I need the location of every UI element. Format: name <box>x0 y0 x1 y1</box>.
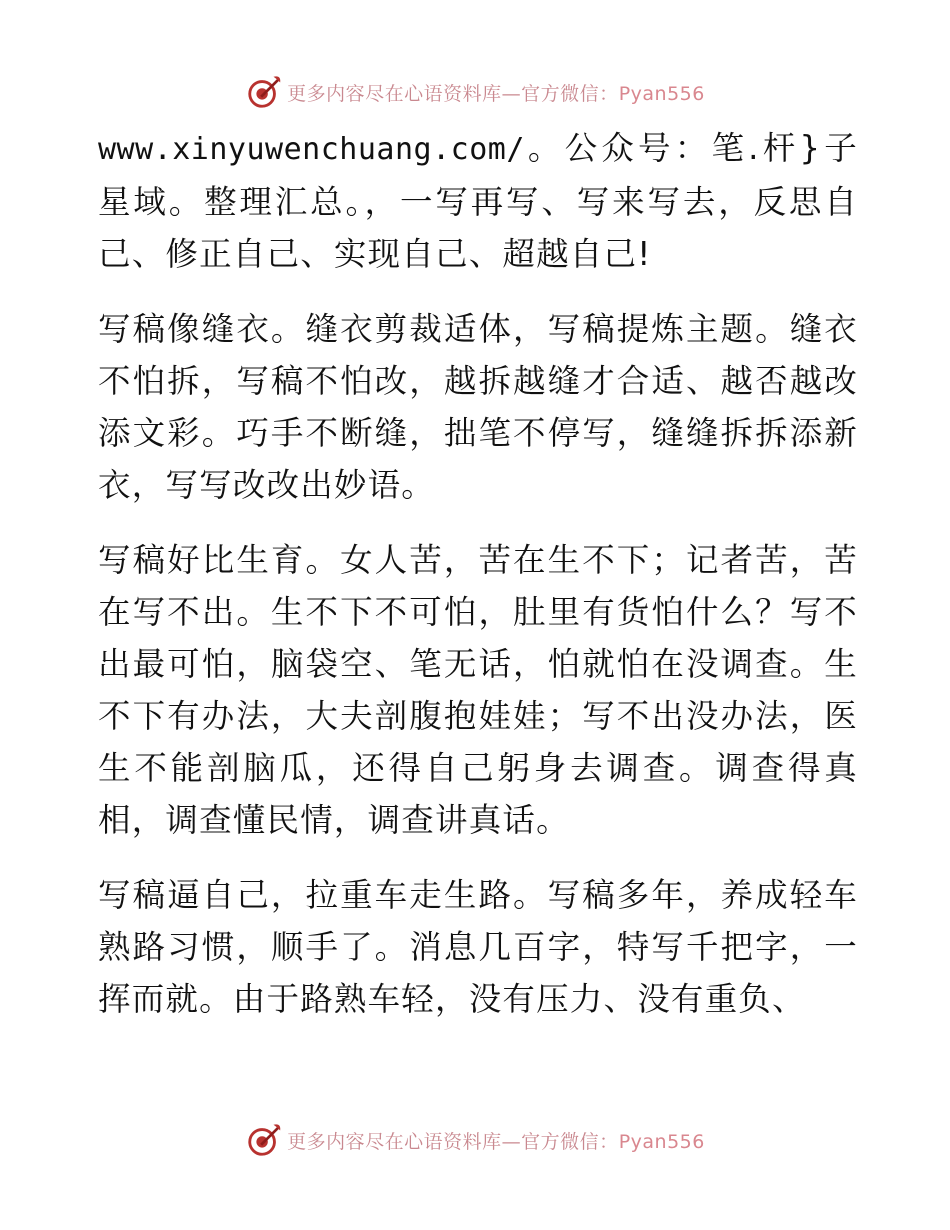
paragraph-1 <box>98 122 858 280</box>
paragraph-1-text: 。公众号：笔.杆}子星域。整理汇总。，一写再写、写来写去，反思自己、修正自己、实现自己、超越自己! <box>98 129 858 273</box>
article-body <box>98 122 858 1048</box>
footer-watermark <box>0 1118 950 1162</box>
header-wechat-id: Pyan556 <box>618 82 705 105</box>
header-site-text: 更多内容尽在心语资料库 <box>287 82 502 105</box>
paragraph-3: 写稿好比生育。女人苦，苦在生不下；记者苦，苦在写不出。生不下不可怕，肚里有货怕什么？写不出最可怕，脑袋空、笔无话，怕就怕在没调查。生不下有办法，大夫剖腹抱娃娃；写不出没办法，医生不能剖脑瓜，还得自己躬身去调查。调查得真相，调查懂民情，调查讲真话。 <box>98 541 858 839</box>
header-separator: — <box>501 82 522 105</box>
footer-site-text: 更多内容尽在心语资料库 <box>287 1130 502 1153</box>
quill-logo-icon <box>245 73 283 111</box>
paragraph-2: 写稿像缝衣。缝衣剪裁适体，写稿提炼主题。缝衣不怕拆，写稿不怕改，越拆越缝才合适、越否越改添文彩。巧手不断缝，拙笔不停写，缝缝拆拆添新衣，写写改改出妙语。 <box>98 310 858 504</box>
website-url: www.xinyuwenchuang.com/ <box>98 132 525 167</box>
header-watermark <box>0 70 950 114</box>
footer-separator: — <box>501 1130 522 1153</box>
footer-wechat-label: 官方微信： <box>521 1130 619 1153</box>
header-wechat-label: 官方微信： <box>521 82 619 105</box>
paragraph-4: 写稿逼自己，拉重车走生路。写稿多年，养成轻车熟路习惯，顺手了。消息几百字，特写千把字，一挥而就。由于路熟车轻，没有压力、没有重负、 <box>98 876 858 1018</box>
quill-logo-icon <box>245 1121 283 1159</box>
footer-wechat-id: Pyan556 <box>618 1130 705 1153</box>
